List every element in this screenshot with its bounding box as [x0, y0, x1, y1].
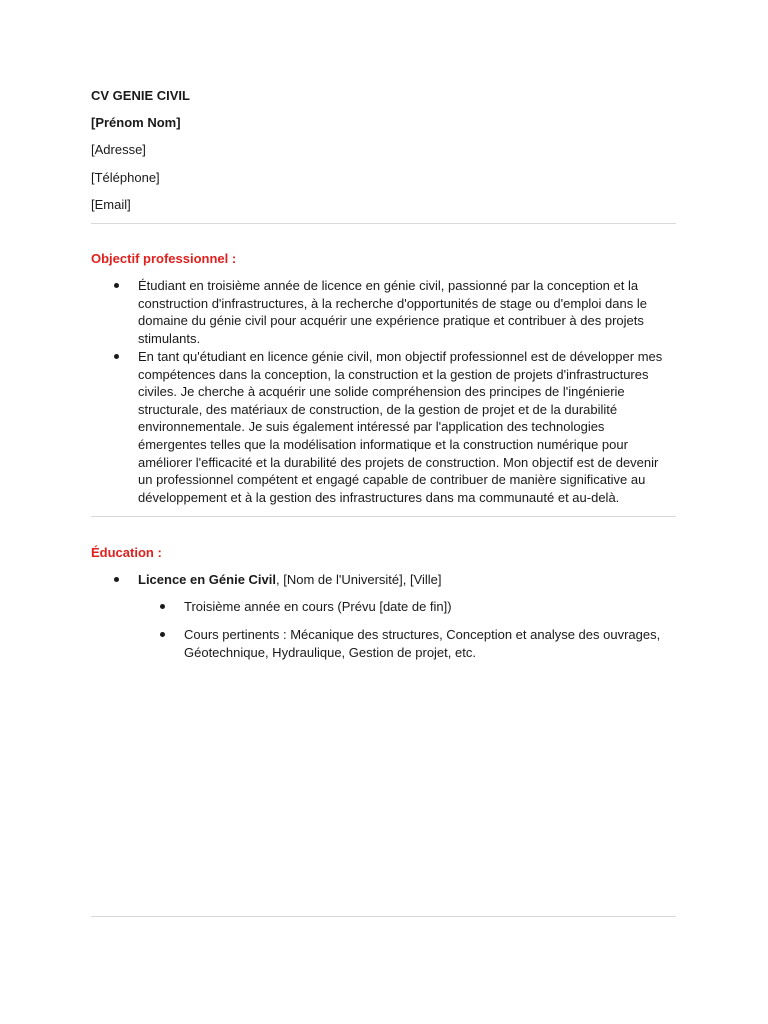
address: [Adresse] — [91, 142, 146, 157]
objectif-heading: Objectif professionnel : — [91, 251, 237, 266]
cv-title: CV GENIE CIVIL — [91, 88, 190, 103]
divider — [91, 516, 676, 517]
objectif-item: Étudiant en troisième année de licence en génie civil, passionné par la conception et la construction d'infrastructures, à la recherche d'opportunités de stage ou d'emploi dans le domaine du génie civil pour acquérir une expérience pratique et contribuer à des projets stimulants. — [138, 277, 676, 347]
education-detail: Cours pertinents : Mécanique des structures, Conception et analyse des ouvrages, Géotechnique, Hydraulique, Gestion de projet, etc. — [184, 626, 676, 661]
degree-title: Licence en Génie Civil — [138, 572, 276, 587]
objectif-item: En tant qu'étudiant en licence génie civil, mon objectif professionnel est de développer mes compétences dans la conception, la construction et la gestion de projets d'infrastructures civiles. Je cherche à acquérir une solide compréhension des principes de l'ingénierie structurale, des matériaux de construction, de la gestion de projet et de la durabilité environnementale. Je suis également intéressé par l'application des technologies émergentes telles que la modélisation informatique et la construction numérique pour améliorer l'efficacité et la durabilité des projets de construction. Mon objectif est de devenir un professionnel compétent et engagé capable de contribuer de manière significative au développement et à la gestion des infrastructures dans ma communauté et au-delà. — [138, 348, 676, 506]
education-heading: Éducation : — [91, 545, 162, 560]
degree-institution: , [Nom de l'Université], [Ville] — [276, 572, 442, 587]
education-detail: Troisième année en cours (Prévu [date de fin]) — [184, 598, 676, 616]
divider — [91, 223, 676, 224]
phone: [Téléphone] — [91, 170, 160, 185]
email: [Email] — [91, 197, 131, 212]
divider — [91, 916, 676, 917]
full-name: [Prénom Nom] — [91, 115, 181, 130]
degree-item — [138, 571, 676, 589]
